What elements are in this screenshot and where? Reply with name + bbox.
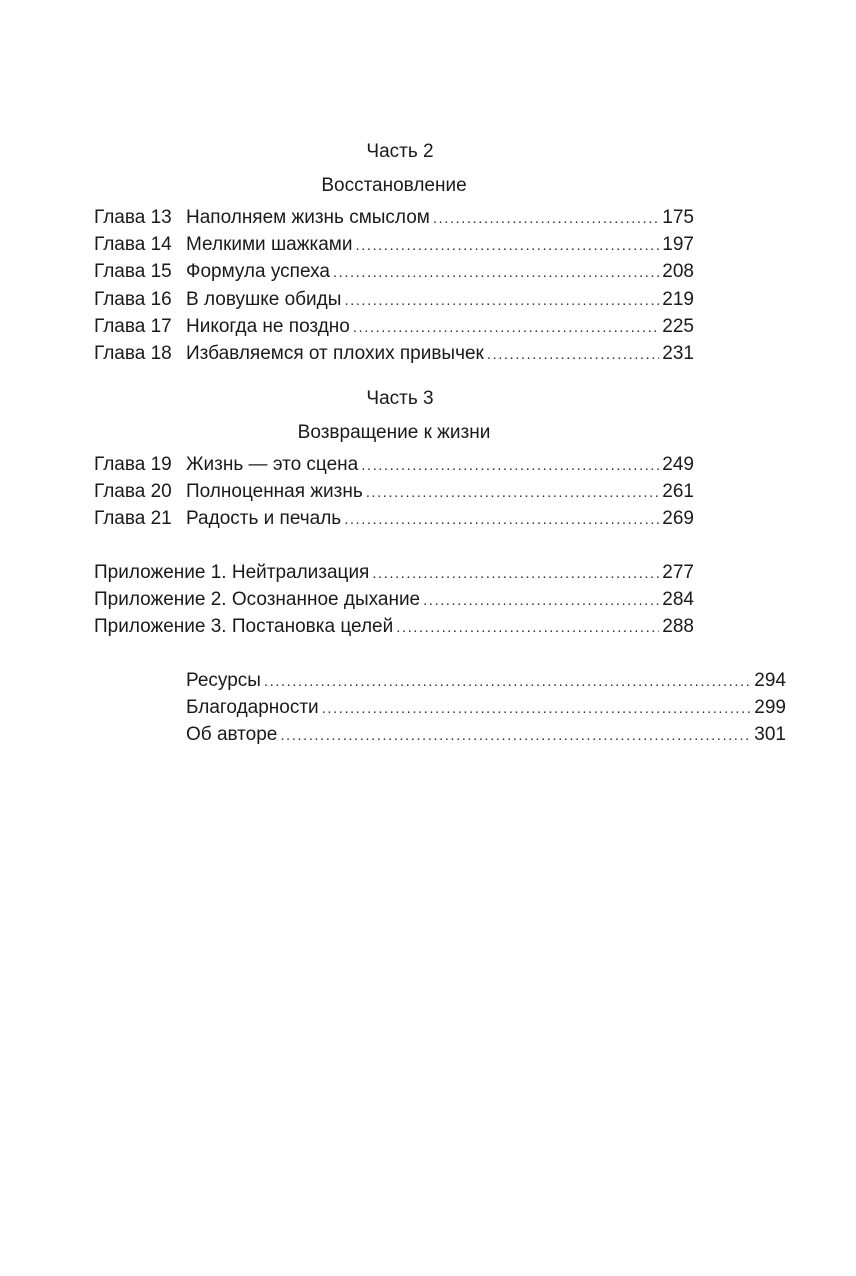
page-number: 208	[662, 261, 694, 283]
appendix-title: Приложение 3. Постановка целей	[94, 616, 394, 638]
chapter-title: Формула успеха	[186, 261, 330, 283]
page-number: 249	[662, 454, 694, 475]
chapter-title: Полноценная жизнь	[186, 481, 363, 503]
toc-entry-chapter-17[interactable]	[94, 313, 694, 340]
page-number: 269	[662, 508, 694, 530]
section-title: Об авторе	[186, 724, 278, 746]
section-title: Благодарности	[186, 697, 319, 719]
chapter-title: Мелкими шажками	[186, 234, 353, 256]
toc-entry-chapter-19[interactable]	[94, 451, 694, 478]
toc-entry-appendix-3[interactable]	[94, 613, 694, 640]
chapter-title: Радость и печаль	[186, 508, 342, 530]
dot-leader	[264, 668, 751, 695]
toc-entry-appendix-2[interactable]	[94, 586, 694, 613]
chapter-title: Избавляемся от плохих привычек	[186, 342, 484, 364]
toc-entry-acknowledgements[interactable]	[186, 694, 786, 721]
part-2-title: Восстановление	[321, 175, 467, 196]
chapter-label: Глава 14	[94, 234, 172, 256]
back-matter-list	[94, 667, 786, 749]
toc-entry-chapter-18[interactable]	[94, 340, 694, 367]
dot-leader	[344, 506, 659, 533]
part-3-chapter-list	[94, 451, 694, 533]
dot-leader	[322, 695, 752, 722]
appendix-title: Приложение 2. Осознанное дыхание	[94, 589, 421, 611]
part-2-chapter-list	[94, 204, 694, 367]
toc-entry-about-author[interactable]	[186, 721, 786, 748]
chapter-label: Глава 21	[94, 508, 172, 530]
chapter-label: Глава 16	[94, 288, 172, 310]
page-number: 261	[662, 481, 694, 503]
toc-entry-chapter-13[interactable]	[94, 204, 694, 231]
dot-leader	[333, 259, 659, 286]
appendix-title: Приложение 1. Нейтрализация	[94, 562, 370, 583]
page-number: 284	[662, 589, 694, 611]
toc-entry-chapter-15[interactable]	[94, 258, 694, 285]
chapter-title: Жизнь — это сцена	[186, 454, 359, 475]
page-number: 225	[662, 315, 694, 337]
part-3-title: Возвращение к жизни	[297, 422, 491, 443]
dot-leader	[433, 205, 659, 232]
dot-leader	[353, 314, 659, 341]
page-number: 277	[662, 562, 694, 583]
dot-leader	[372, 560, 659, 587]
section-title: Ресурсы	[186, 670, 261, 691]
chapter-label: Глава 18	[94, 342, 172, 364]
dot-leader	[396, 614, 659, 641]
chapter-label: Глава 13	[94, 207, 172, 228]
chapter-label: Глава 15	[94, 261, 172, 283]
page-number: 288	[662, 616, 694, 638]
chapter-label: Глава 20	[94, 481, 172, 503]
dot-leader	[487, 341, 659, 368]
appendix-list	[94, 559, 694, 641]
chapter-title: Никогда не поздно	[186, 315, 350, 337]
dot-leader	[366, 479, 660, 506]
page-number: 231	[662, 342, 694, 364]
dot-leader	[355, 232, 659, 259]
chapter-title: Наполняем жизнь смыслом	[186, 207, 430, 228]
page-number: 294	[754, 670, 786, 691]
dot-leader	[344, 287, 659, 314]
page-number: 197	[662, 234, 694, 256]
toc-entry-chapter-21[interactable]	[94, 505, 694, 532]
toc-entry-chapter-14[interactable]	[94, 231, 694, 258]
page-number: 299	[754, 697, 786, 719]
dot-leader	[361, 452, 659, 479]
part-2-heading: Часть 2	[366, 141, 434, 162]
dot-leader	[280, 722, 751, 749]
toc-entry-chapter-20[interactable]	[94, 478, 694, 505]
toc-entry-chapter-16[interactable]	[94, 286, 694, 313]
part-3-heading: Часть 3	[366, 388, 434, 409]
chapter-label: Глава 17	[94, 315, 172, 337]
page-number: 219	[662, 288, 694, 310]
chapter-title: В ловушке обиды	[186, 288, 342, 310]
dot-leader	[423, 587, 659, 614]
toc-entry-resources[interactable]	[186, 667, 786, 694]
page-number: 175	[662, 207, 694, 228]
page-number: 301	[754, 724, 786, 746]
chapter-label: Глава 19	[94, 454, 172, 475]
toc-entry-appendix-1[interactable]	[94, 559, 694, 586]
